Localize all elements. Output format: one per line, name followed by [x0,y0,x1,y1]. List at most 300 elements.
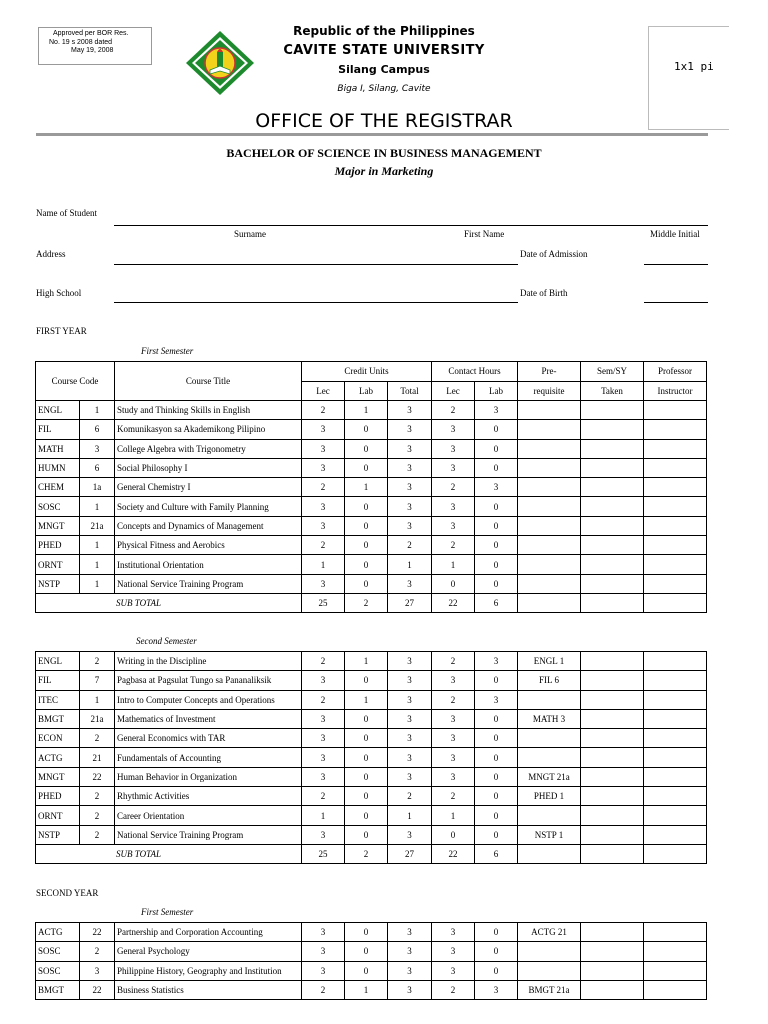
credit-lab: 0 [345,516,388,535]
professor-instructor[interactable] [644,536,707,555]
credit-lab: 0 [345,709,388,728]
approval-line-2: No. 19 s 2008 dated [49,38,113,46]
credit-total: 3 [388,729,432,748]
name-of-student-label: Name of Student [36,208,97,218]
credit-total: 3 [388,420,432,439]
contact-lab: 0 [475,420,518,439]
credit-total: 3 [388,767,432,786]
credit-lec: 1 [302,555,345,574]
course-number: 22 [80,980,115,999]
contact-lab: 0 [475,671,518,690]
credit-lab: 0 [345,458,388,477]
credit-lab: 1 [345,652,388,671]
prerequisite: ENGL 1 [518,652,581,671]
subtotal-contact-lab: 6 [475,593,518,612]
professor-instructor[interactable] [644,420,707,439]
course-row [36,729,707,748]
course-title: General Chemistry I [115,478,302,497]
date-of-admission-field[interactable] [644,264,708,265]
course-number: 6 [80,458,115,477]
course-title: Concepts and Dynamics of Management [115,516,302,535]
professor-instructor[interactable] [644,652,707,671]
contact-lab-header: Lab [475,381,518,401]
subtotal-row [36,844,707,863]
prerequisite [518,439,581,458]
contact-lec: 3 [432,516,475,535]
course-number: 1 [80,574,115,593]
professor-instructor[interactable] [644,961,707,980]
course-row [36,574,707,593]
credit-lab: 0 [345,536,388,555]
contact-lec: 0 [432,574,475,593]
sem-sy-taken[interactable] [581,923,644,942]
course-code: ORNT [36,555,80,574]
credit-lec: 3 [302,709,345,728]
contact-lab: 3 [475,401,518,420]
sem-sy-taken[interactable] [581,555,644,574]
course-row [36,806,707,825]
course-title: Mathematics of Investment [115,709,302,728]
course-row [36,555,707,574]
course-row [36,709,707,728]
prerequisite [518,961,581,980]
credit-total: 3 [388,961,432,980]
course-title: Business Statistics [115,980,302,999]
credit-total: 3 [388,671,432,690]
course-row [36,690,707,709]
sem-sy-taken[interactable] [581,729,644,748]
course-number: 3 [80,439,115,458]
subtotal-contact-lec: 22 [432,593,475,612]
course-title: Institutional Orientation [115,555,302,574]
contact-lec: 3 [432,767,475,786]
contact-lec-header: Lec [432,381,475,401]
course-row [36,980,707,999]
course-number: 1 [80,690,115,709]
contact-lab: 0 [475,709,518,728]
subtotal-total: 27 [388,593,432,612]
course-code: NSTP [36,574,80,593]
professor-instructor[interactable] [644,478,707,497]
sem-sy-taken[interactable] [581,497,644,516]
course-title: Career Orientation [115,806,302,825]
course-title: Physical Fitness and Aerobics [115,536,302,555]
sem-sy-taken[interactable] [581,748,644,767]
professor-instructor[interactable] [644,825,707,844]
course-number: 2 [80,825,115,844]
course-title: Society and Culture with Family Planning [115,497,302,516]
credit-total: 3 [388,690,432,709]
course-code: ORNT [36,806,80,825]
credit-units-header: Credit Units [302,362,432,382]
course-row [36,652,707,671]
prerequisite [518,748,581,767]
credit-total: 2 [388,536,432,555]
contact-lec: 3 [432,729,475,748]
credit-total: 3 [388,652,432,671]
credit-lab: 0 [345,806,388,825]
prerequisite [518,536,581,555]
sem-sy-taken[interactable] [581,690,644,709]
course-code: ACTG [36,923,80,942]
course-number: 1a [80,478,115,497]
professor-instructor[interactable] [644,787,707,806]
course-code: ITEC [36,690,80,709]
contact-lab: 0 [475,923,518,942]
credit-lec: 2 [302,536,345,555]
credit-total: 3 [388,709,432,728]
professor-header-top: Professor [644,362,707,382]
professor-instructor[interactable] [644,980,707,999]
course-title: Social Philosophy I [115,458,302,477]
credit-total: 3 [388,942,432,961]
campus-name: Silang Campus [338,63,430,76]
contact-lab: 0 [475,497,518,516]
sem-sy-taken[interactable] [581,671,644,690]
subtotal-total: 27 [388,844,432,863]
prerequisite: MNGT 21a [518,767,581,786]
prerequisite [518,497,581,516]
credit-total-header: Total [388,381,432,401]
credit-lab: 0 [345,420,388,439]
contact-lab: 3 [475,478,518,497]
prerequisite: FIL 6 [518,671,581,690]
credit-total: 2 [388,787,432,806]
professor-instructor[interactable] [644,923,707,942]
course-title-header: Course Title [115,362,302,401]
course-code: NSTP [36,825,80,844]
contact-lec: 0 [432,825,475,844]
credit-lec: 3 [302,671,345,690]
prerequisite [518,420,581,439]
sem-sy-taken[interactable] [581,420,644,439]
contact-lab: 0 [475,942,518,961]
credit-lec: 3 [302,420,345,439]
credit-lec: 2 [302,478,345,497]
course-row [36,478,707,497]
subtotal-blank [581,593,644,612]
credit-lab: 0 [345,825,388,844]
sem-sy-header-top: Sem/SY [581,362,644,382]
course-row [36,497,707,516]
course-row [36,825,707,844]
contact-lec: 1 [432,555,475,574]
name-field[interactable] [114,225,708,226]
prerequisite: ACTG 21 [518,923,581,942]
professor-instructor[interactable] [644,690,707,709]
course-number: 6 [80,420,115,439]
course-number: 1 [80,401,115,420]
sem-sy-taken[interactable] [581,574,644,593]
prerequisite [518,942,581,961]
prerequisite [518,690,581,709]
credit-total: 3 [388,825,432,844]
course-number: 1 [80,555,115,574]
credit-lab: 1 [345,401,388,420]
professor-instructor[interactable] [644,516,707,535]
contact-lec: 2 [432,980,475,999]
credit-lab: 0 [345,748,388,767]
subtotal-blank [518,593,581,612]
prerequisite: MATH 3 [518,709,581,728]
sem-sy-taken[interactable] [581,806,644,825]
sem-sy-taken[interactable] [581,787,644,806]
credit-lec: 3 [302,516,345,535]
course-number: 22 [80,767,115,786]
credit-total: 3 [388,401,432,420]
prerequisite: BMGT 21a [518,980,581,999]
office-title: OFFICE OF THE REGISTRAR [255,110,513,132]
second-year-first-sem-table [35,922,707,1000]
contact-lab: 0 [475,555,518,574]
course-code: MNGT [36,516,80,535]
first-year-first-sem-label: First Semester [141,346,194,356]
course-number: 2 [80,806,115,825]
subtotal-lab: 2 [345,593,388,612]
contact-lab: 0 [475,729,518,748]
course-code: SOSC [36,961,80,980]
credit-lec: 2 [302,787,345,806]
course-title: Study and Thinking Skills in English [115,401,302,420]
sem-sy-taken[interactable] [581,980,644,999]
credit-lec: 2 [302,401,345,420]
subtotal-blank [644,593,707,612]
contact-lab: 0 [475,536,518,555]
contact-lec: 3 [432,748,475,767]
credit-lec: 3 [302,729,345,748]
course-row [36,401,707,420]
prerequisite [518,516,581,535]
professor-instructor[interactable] [644,671,707,690]
course-code: MNGT [36,767,80,786]
credit-lab: 1 [345,690,388,709]
course-row [36,748,707,767]
course-code: SOSC [36,497,80,516]
campus-location: Biga I, Silang, Cavite [337,84,431,94]
credit-lec: 3 [302,942,345,961]
course-title: College Algebra with Trigonometry [115,439,302,458]
professor-instructor[interactable] [644,401,707,420]
professor-instructor[interactable] [644,806,707,825]
credit-lab: 1 [345,478,388,497]
date-of-birth-label: Date of Birth [520,288,568,298]
professor-instructor[interactable] [644,458,707,477]
sem-sy-taken[interactable] [581,478,644,497]
credit-lec: 3 [302,961,345,980]
photo-box [648,26,729,130]
contact-lab: 0 [475,825,518,844]
first-year-first-sem-table [35,361,707,613]
contact-lec: 3 [432,671,475,690]
sem-sy-taken[interactable] [581,825,644,844]
sem-sy-taken[interactable] [581,942,644,961]
credit-lab: 0 [345,439,388,458]
course-number: 2 [80,652,115,671]
professor-instructor[interactable] [644,555,707,574]
contact-lec: 3 [432,439,475,458]
contact-lec: 3 [432,942,475,961]
high-school-field[interactable] [114,302,518,303]
course-number: 2 [80,787,115,806]
contact-lec: 3 [432,961,475,980]
credit-lab: 0 [345,961,388,980]
credit-lab-header: Lab [345,381,388,401]
professor-instructor[interactable] [644,439,707,458]
credit-total: 3 [388,478,432,497]
credit-lec: 3 [302,767,345,786]
course-code: ACTG [36,748,80,767]
credit-total: 1 [388,555,432,574]
date-of-birth-field[interactable] [644,302,708,303]
credit-lab: 0 [345,923,388,942]
course-number: 21a [80,709,115,728]
prerequisite: PHED 1 [518,787,581,806]
university-name: CAVITE STATE UNIVERSITY [283,43,485,58]
high-school-label: High School [36,288,82,298]
prerequisite-header-top: Pre- [518,362,581,382]
course-title: Fundamentals of Accounting [115,748,302,767]
course-title: Partnership and Corporation Accounting [115,923,302,942]
sem-sy-taken[interactable] [581,516,644,535]
course-title: Philippine History, Geography and Institution [115,961,302,980]
first-year-second-sem-table [35,651,707,864]
sem-sy-taken[interactable] [581,652,644,671]
course-number: 21a [80,516,115,535]
contact-lab: 0 [475,574,518,593]
contact-lec: 3 [432,458,475,477]
course-row [36,458,707,477]
credit-lec: 3 [302,497,345,516]
credit-total: 1 [388,806,432,825]
contact-lec: 2 [432,401,475,420]
contact-lab: 3 [475,652,518,671]
course-code: FIL [36,671,80,690]
professor-instructor[interactable] [644,497,707,516]
credit-lab: 0 [345,555,388,574]
sem-sy-taken[interactable] [581,439,644,458]
contact-lec: 2 [432,536,475,555]
credit-lab: 0 [345,574,388,593]
credit-total: 3 [388,516,432,535]
surname-label: Surname [234,229,266,239]
sem-sy-taken[interactable] [581,458,644,477]
sem-sy-taken[interactable] [581,961,644,980]
contact-lec: 2 [432,478,475,497]
contact-lab: 0 [475,961,518,980]
contact-lec: 2 [432,787,475,806]
contact-lec: 3 [432,709,475,728]
course-title: Human Behavior in Organization [115,767,302,786]
republic-heading: Republic of the Philippines [293,24,475,38]
course-row [36,942,707,961]
credit-lec: 3 [302,439,345,458]
course-code-header: Course Code [36,362,115,401]
course-row [36,923,707,942]
contact-lec: 3 [432,420,475,439]
course-number: 7 [80,671,115,690]
course-title: General Psychology [115,942,302,961]
course-code: ECON [36,729,80,748]
sem-sy-taken[interactable] [581,709,644,728]
date-of-admission-label: Date of Admission [520,249,588,259]
first-year-label: FIRST YEAR [36,326,87,336]
subtotal-contact-lec: 22 [432,844,475,863]
course-title: General Economics with TAR [115,729,302,748]
program-title: BACHELOR OF SCIENCE IN BUSINESS MANAGEMENT [226,146,542,160]
course-title: Rhythmic Activities [115,787,302,806]
contact-lab: 0 [475,748,518,767]
header-divider [36,133,708,136]
professor-header-bottom: Instructor [644,381,707,401]
address-field[interactable] [114,264,518,265]
subtotal-row [36,593,707,612]
credit-lab: 0 [345,671,388,690]
approval-line-3: May 19, 2008 [71,47,114,54]
course-number: 1 [80,536,115,555]
contact-lec: 2 [432,652,475,671]
course-row [36,767,707,786]
contact-hours-header: Contact Hours [432,362,518,382]
contact-lab: 0 [475,787,518,806]
sem-sy-taken[interactable] [581,401,644,420]
course-row [36,671,707,690]
course-title: National Service Training Program [115,825,302,844]
credit-lab: 0 [345,497,388,516]
approval-line-1: Approved per BOR Res. [53,30,129,37]
credit-total: 3 [388,439,432,458]
subtotal-contact-lab: 6 [475,844,518,863]
first-year-second-sem-label: Second Semester [136,636,197,646]
credit-total: 3 [388,923,432,942]
contact-lab: 0 [475,767,518,786]
second-year-label: SECOND YEAR [36,888,99,898]
course-code: ENGL [36,401,80,420]
sem-sy-taken[interactable] [581,536,644,555]
contact-lab: 0 [475,458,518,477]
professor-instructor[interactable] [644,709,707,728]
credit-lec: 3 [302,574,345,593]
middle-initial-label: Middle Initial [650,229,700,239]
credit-lec: 1 [302,806,345,825]
credit-lab: 1 [345,980,388,999]
course-title: Pagbasa at Pagsulat Tungo sa Pananaliksik [115,671,302,690]
credit-lec: 3 [302,748,345,767]
course-number: 1 [80,497,115,516]
professor-instructor[interactable] [644,767,707,786]
course-row [36,961,707,980]
address-label: Address [36,249,66,259]
sem-sy-header-bottom: Taken [581,381,644,401]
credit-lab: 0 [345,787,388,806]
second-year-first-sem-label: First Semester [141,907,194,917]
professor-instructor[interactable] [644,942,707,961]
credit-lec: 3 [302,458,345,477]
credit-lec: 2 [302,652,345,671]
course-row [36,420,707,439]
subtotal-blank [644,844,707,863]
professor-instructor[interactable] [644,748,707,767]
first-name-label: First Name [464,229,505,239]
course-code: BMGT [36,709,80,728]
sem-sy-taken[interactable] [581,767,644,786]
course-code: MATH [36,439,80,458]
subtotal-label: SUB TOTAL [36,844,302,863]
professor-instructor[interactable] [644,574,707,593]
credit-lec: 2 [302,690,345,709]
prerequisite [518,478,581,497]
course-row [36,439,707,458]
professor-instructor[interactable] [644,729,707,748]
